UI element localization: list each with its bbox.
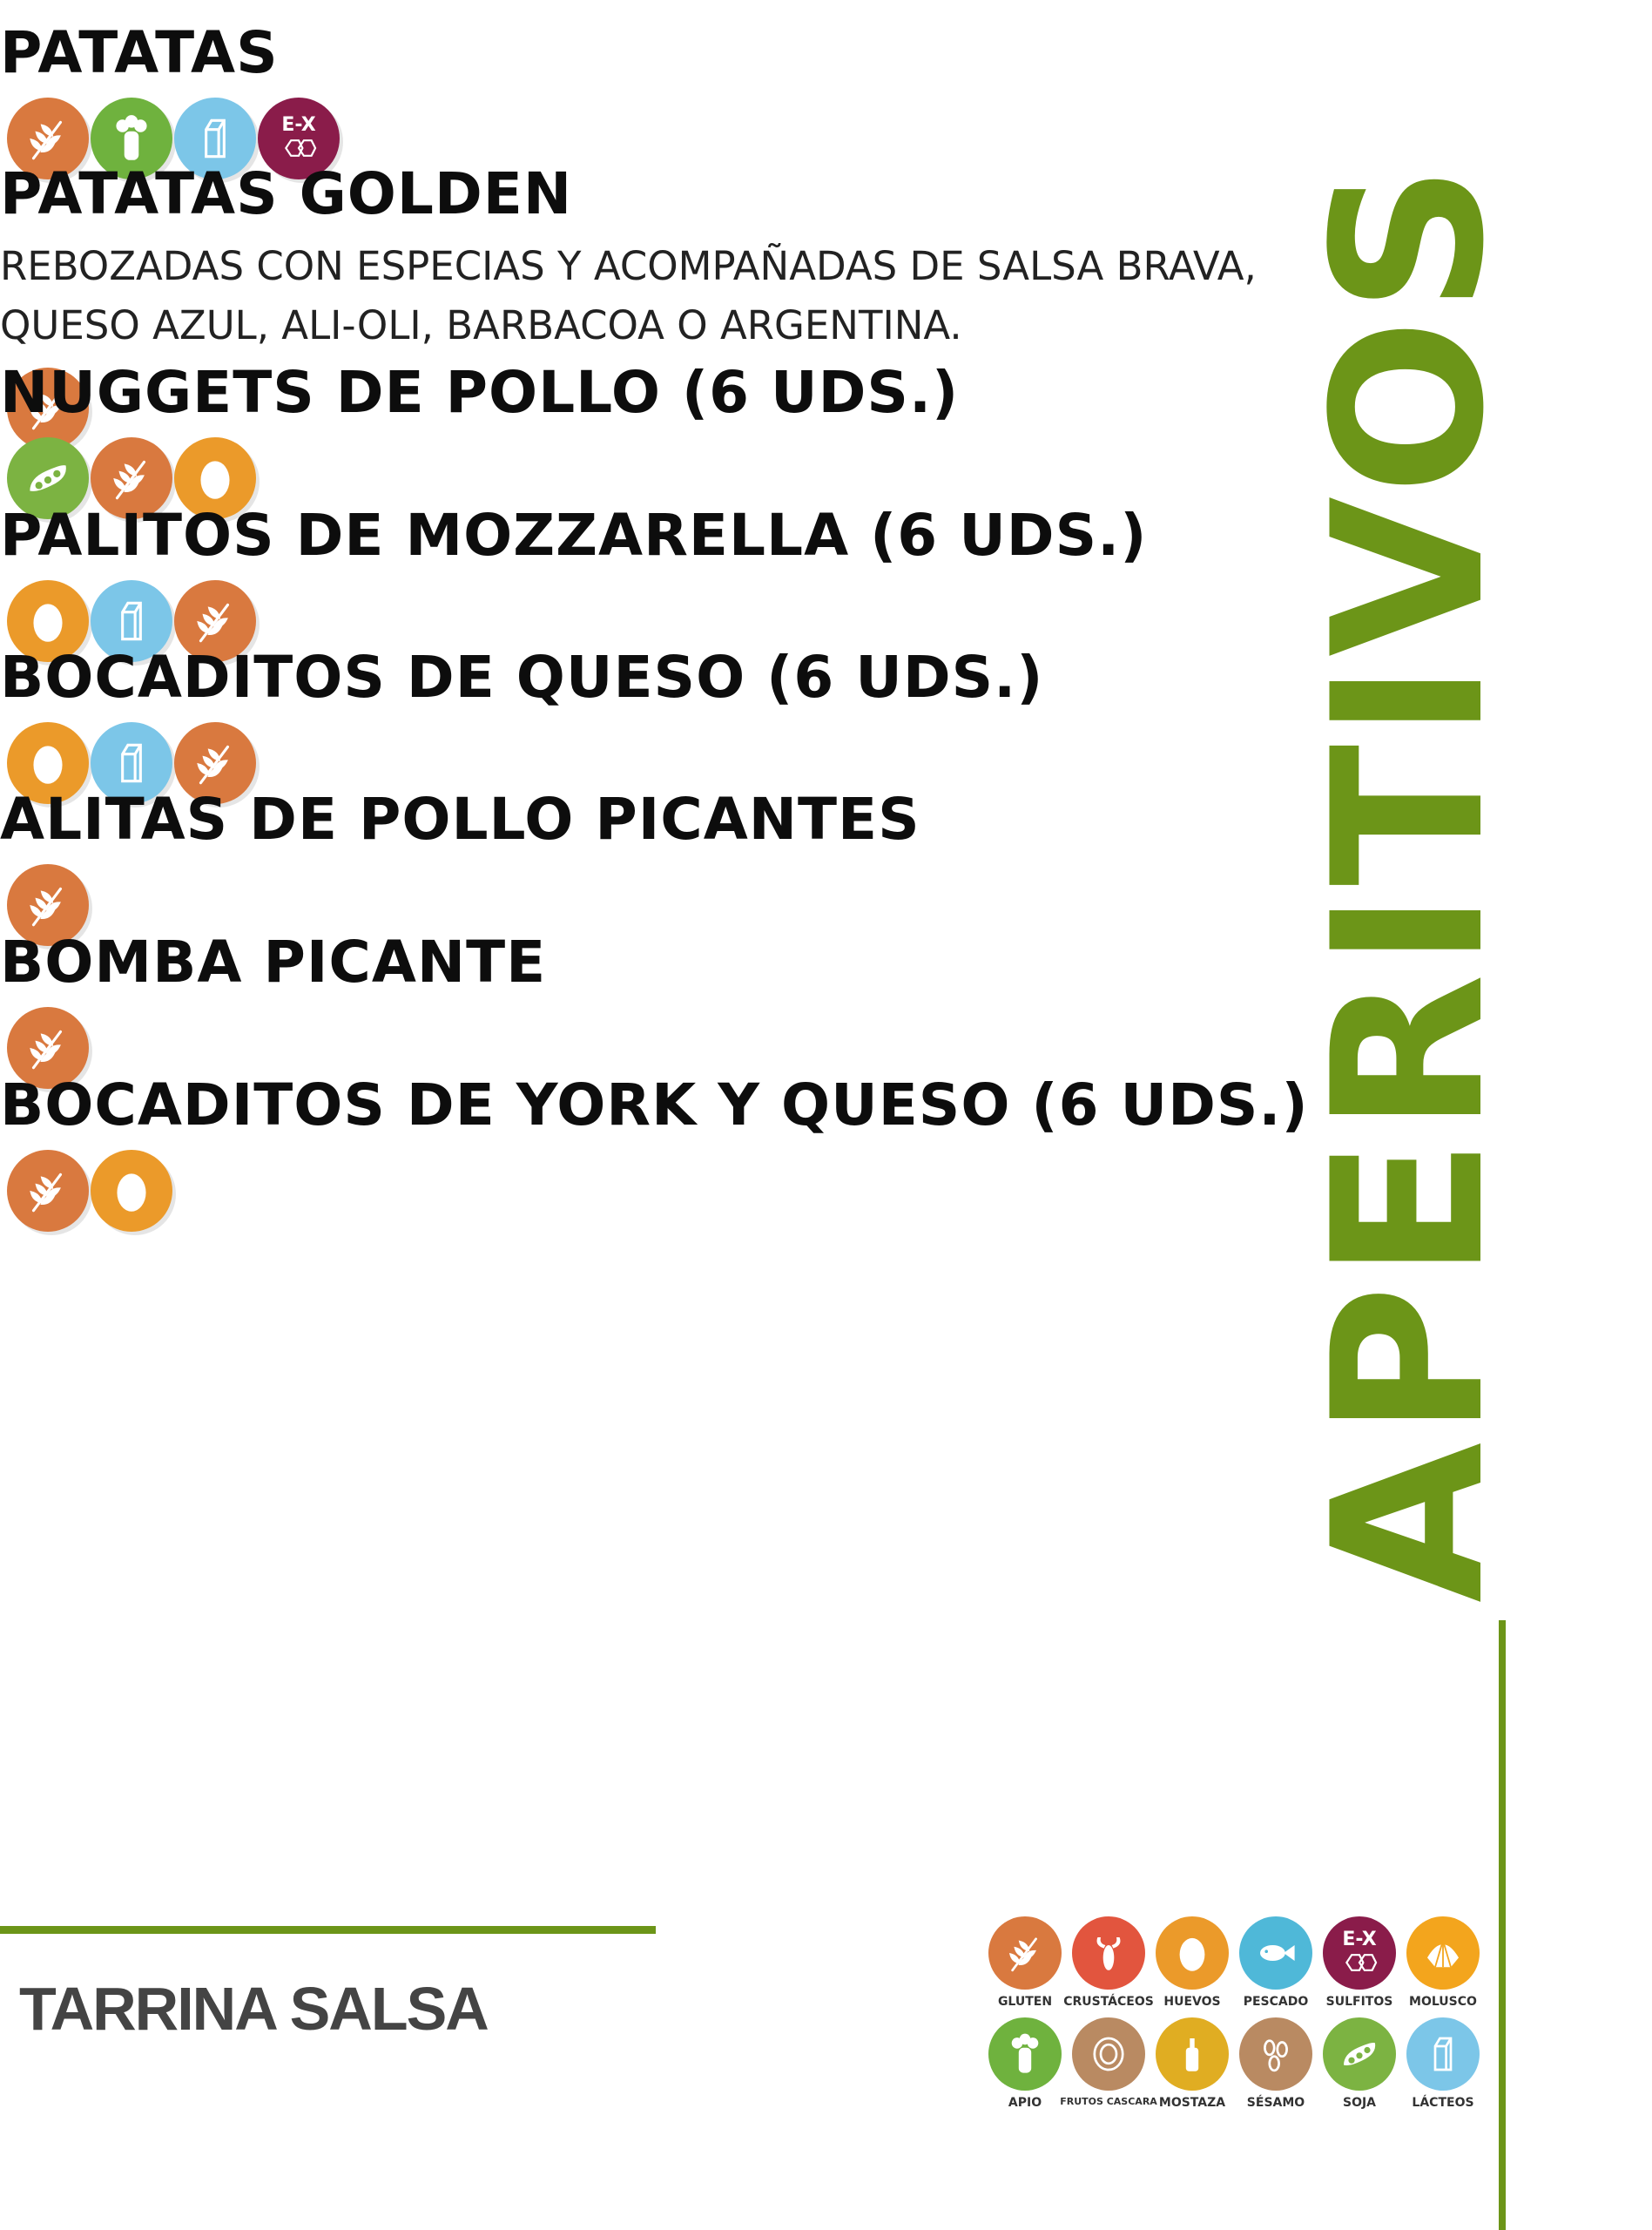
legend-label: SOJA — [1342, 2096, 1377, 2110]
gluten-icon — [988, 1916, 1062, 1990]
huevos-icon — [1156, 1916, 1229, 1990]
item-name: PALITOS DE MOZZARELLA (6 UDS.) — [0, 502, 1148, 569]
pescado-icon — [1239, 1916, 1312, 1990]
legend-entry — [1153, 1916, 1231, 2009]
item-name: NUGGETS DE POLLO (6 UDS.) — [0, 359, 960, 426]
legend-entry — [1320, 2017, 1399, 2110]
menu-item — [0, 19, 340, 179]
menu-item — [0, 644, 1044, 804]
apio-icon — [988, 2017, 1062, 2091]
item-description: REBOZADAS CON ESPECIAS Y ACOMPAÑADAS DE SALSA BRAVA, — [0, 243, 1257, 289]
legend-label: LÁCTEOS — [1412, 2096, 1474, 2110]
vertical-divider — [1499, 1620, 1506, 2230]
legend-label: MOLUSCO — [1409, 1995, 1477, 2009]
menu-item — [0, 502, 1148, 662]
soja-icon — [1323, 2017, 1396, 2091]
sulfitos-icon — [1323, 1916, 1396, 1990]
item-name: ALITAS DE POLLO PICANTES — [0, 786, 920, 853]
molusco-icon — [1406, 1916, 1480, 1990]
allergen-legend — [986, 1916, 1491, 2118]
allergen-icons — [7, 1150, 1309, 1232]
legend-row — [986, 2017, 1491, 2110]
legend-entry — [986, 2017, 1064, 2110]
item-name: BOCADITOS DE YORK Y QUESO (6 UDS.) — [0, 1071, 1309, 1139]
legend-label: FRUTOS CASCARA — [1060, 2096, 1157, 2107]
legend-entry — [1060, 2017, 1157, 2110]
legend-entry — [1320, 1916, 1399, 2009]
item-name: PATATAS — [0, 19, 279, 86]
item-name: BOMBA PICANTE — [0, 929, 547, 996]
menu-item — [0, 1071, 1309, 1232]
sulfitos-badge-text: E-X — [1342, 1929, 1377, 1950]
mostaza-icon — [1156, 2017, 1229, 2091]
legend-label: APIO — [1008, 2096, 1042, 2110]
menu-item — [0, 929, 547, 1089]
legend-label: MOSTAZA — [1158, 2096, 1226, 2110]
sulfitos-badge-text: E-X — [281, 114, 316, 136]
legend-entry — [1063, 1916, 1154, 2009]
menu-item — [0, 359, 960, 519]
menu-item — [0, 786, 920, 946]
section-title: APERITIVOS — [1289, 159, 1530, 1603]
legend-entry — [1404, 2017, 1482, 2110]
gluten-icon — [7, 1150, 89, 1232]
item-description: QUESO AZUL, ALI-OLI, BARBACOA O ARGENTINA. — [0, 302, 962, 348]
legend-label: SÉSAMO — [1246, 2096, 1305, 2110]
legend-entry — [986, 1916, 1064, 2009]
frutos-icon — [1072, 2017, 1145, 2091]
legend-entry — [1404, 1916, 1482, 2009]
item-name: BOCADITOS DE QUESO (6 UDS.) — [0, 644, 1044, 711]
legend-label: CRUSTÁCEOS — [1063, 1995, 1154, 2009]
legend-row — [986, 1916, 1491, 2009]
crustaceos-icon — [1072, 1916, 1145, 1990]
legend-label: HUEVOS — [1163, 1995, 1221, 2009]
horizontal-divider — [0, 1926, 656, 1934]
legend-entry — [1153, 2017, 1231, 2110]
legend-entry — [1237, 1916, 1315, 2009]
sesamo-icon — [1239, 2017, 1312, 2091]
legend-entry — [1237, 2017, 1315, 2110]
item-name: PATATAS GOLDEN — [0, 160, 573, 227]
huevos-icon — [91, 1150, 172, 1232]
extra-item: TARRINA SALSA — [19, 1975, 488, 2043]
legend-label: GLUTEN — [997, 1995, 1053, 2009]
lacteos-icon — [1406, 2017, 1480, 2091]
legend-label: SULFITOS — [1325, 1995, 1393, 2009]
legend-label: PESCADO — [1243, 1995, 1309, 2009]
